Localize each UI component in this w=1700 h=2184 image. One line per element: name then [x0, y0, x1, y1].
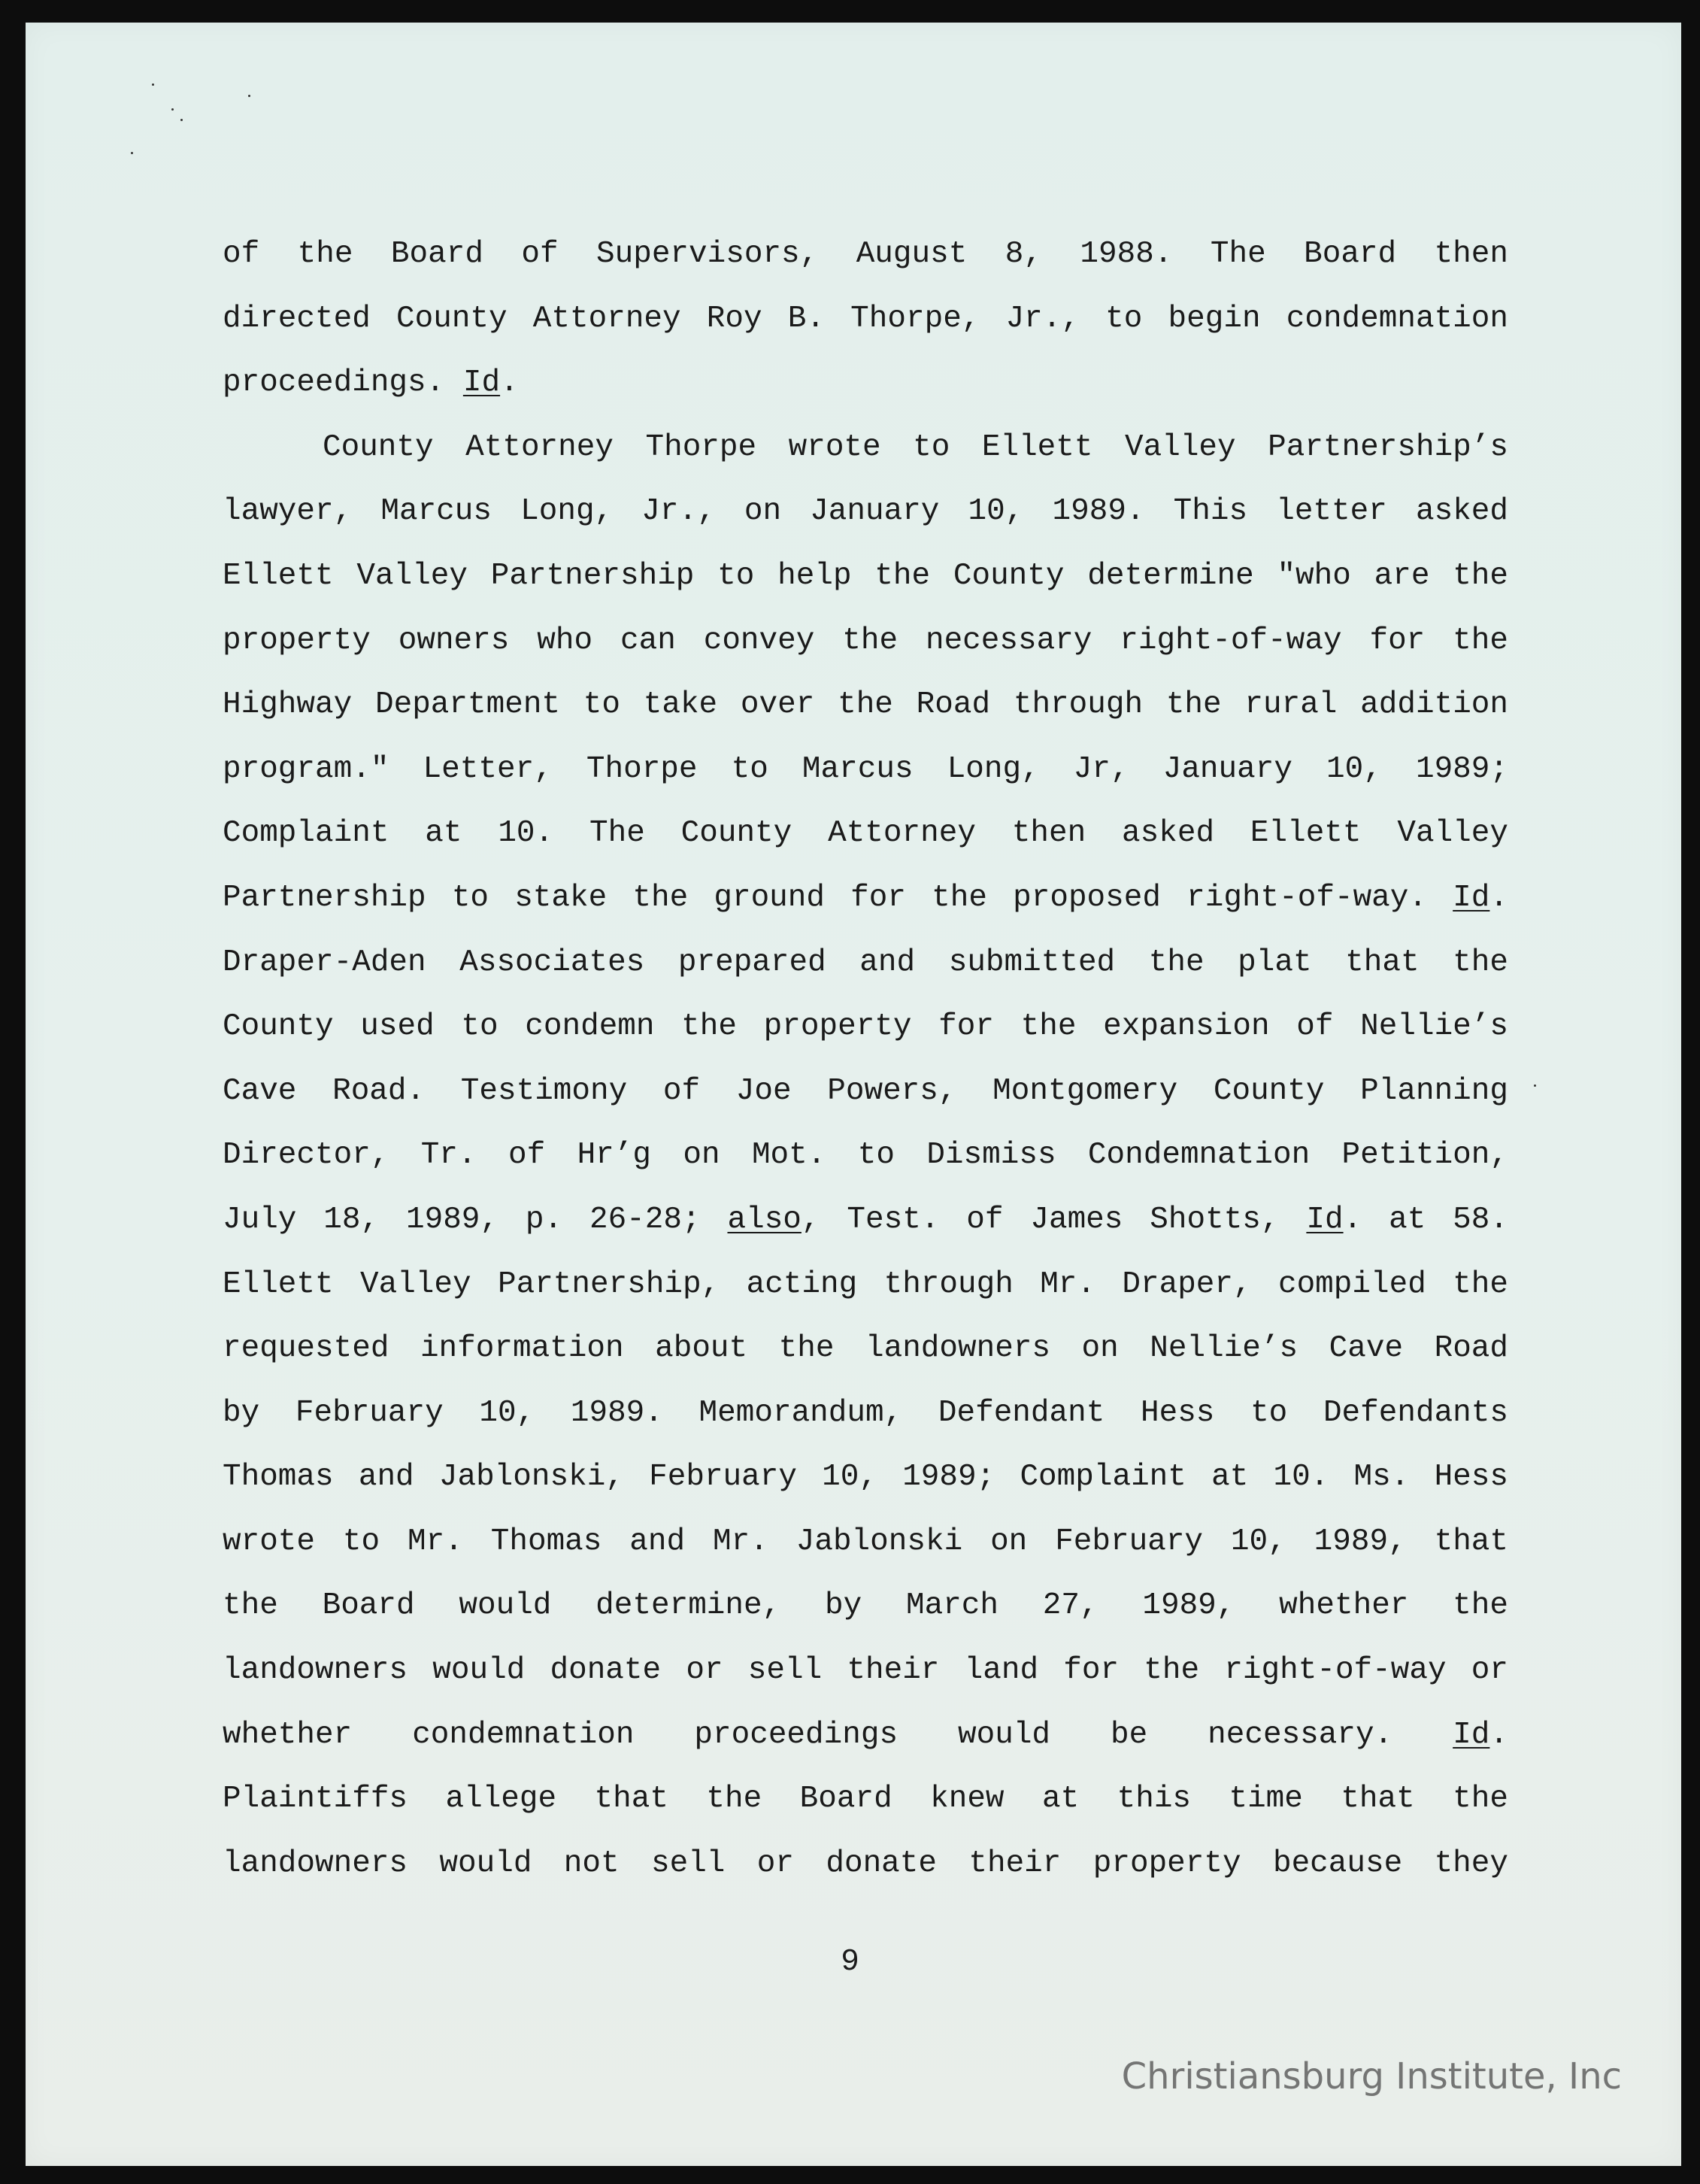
text-segment: County used to condemn the property for the expansion of Nellie’s	[223, 1009, 1508, 1045]
text-segment: Partnership to stake the ground for the proposed right-of-way.	[223, 880, 1453, 915]
text-segment: directed County Attorney Roy B. Thorpe, Jr., to begin condemnation	[223, 301, 1508, 336]
text-segment: Ellett Valley Partnership to help the County determine "who are the	[223, 558, 1508, 593]
text-line	[223, 1069, 1508, 1133]
text-segment: Cave Road. Testimony of Joe Powers, Montgomery County Planning	[223, 1073, 1508, 1109]
citation-underlined: Id	[1453, 880, 1490, 915]
text-segment: Plaintiffs allege that the Board knew at this time that the	[223, 1782, 1508, 1817]
text-segment: .	[500, 366, 519, 401]
scan-speck	[171, 108, 174, 111]
text-segment: landowners would donate or sell their land for the right-of-way or	[223, 1653, 1508, 1688]
citation-underlined: Id	[1453, 1717, 1490, 1752]
page-number: 9	[841, 1945, 859, 1979]
citation-underlined: Id	[1306, 1202, 1344, 1237]
scan-speck	[152, 83, 154, 86]
citation-underlined: Id	[462, 366, 501, 401]
citation-underlined: also	[727, 1202, 802, 1237]
scan-speck	[1534, 1084, 1536, 1087]
scan-speck	[180, 119, 183, 121]
text-segment: County Attorney Thorpe wrote to Ellett Valley Partnership’s	[323, 429, 1508, 465]
text-line	[223, 1776, 1508, 1841]
text-line	[223, 1326, 1508, 1391]
text-segment: whether condemnation proceedings would be necessary.	[223, 1717, 1453, 1752]
text-line	[223, 1133, 1508, 1197]
text-segment: the Board would determine, by March 27, 1989, whether the	[223, 1588, 1508, 1624]
text-line	[223, 425, 1508, 490]
scan-speck	[131, 152, 133, 154]
text-segment: requested information about the landowners on Nellie’s Cave Road	[223, 1331, 1508, 1367]
text-line	[223, 1004, 1508, 1069]
text-segment: Highway Department to take over the Road through the rural addition	[223, 687, 1508, 723]
text-line	[223, 1454, 1508, 1519]
body-text	[223, 232, 1508, 1905]
text-segment: July 18, 1989, p. 26-28;	[223, 1202, 728, 1237]
text-segment: .	[1489, 1717, 1508, 1752]
text-line	[223, 618, 1508, 683]
text-line	[223, 747, 1508, 811]
text-line	[223, 1583, 1508, 1648]
text-line	[223, 1519, 1508, 1584]
text-segment: lawyer, Marcus Long, Jr., on January 10, 1989. This letter asked	[223, 494, 1508, 529]
text-segment: Thomas and Jablonski, February 10, 1989; Complaint at 10. Ms. Hess	[223, 1460, 1508, 1495]
text-segment: of the Board of Supervisors, August 8, 1988. The Board then	[223, 237, 1508, 271]
text-line	[223, 1262, 1508, 1327]
text-segment: by February 10, 1989. Memorandum, Defendant Hess to Defendants	[223, 1395, 1508, 1430]
text-line	[223, 489, 1508, 554]
text-line	[223, 940, 1508, 1005]
text-line	[223, 1197, 1508, 1262]
text-segment: landowners would not sell or donate their property because they	[223, 1846, 1508, 1881]
text-line	[223, 554, 1508, 618]
text-segment: Draper-Aden Associates prepared and submitted the plat that the	[223, 945, 1508, 980]
text-line	[223, 811, 1508, 875]
text-line	[223, 875, 1508, 940]
text-segment: .	[1489, 880, 1508, 915]
text-segment: Complaint at 10. The County Attorney then asked Ellett Valley	[223, 816, 1508, 851]
text-segment: Director, Tr. of Hr’g on Mot. to Dismiss Condemnation Petition,	[223, 1138, 1508, 1173]
watermark: Christiansburg Institute, Inc	[1121, 2055, 1622, 2098]
text-line	[223, 296, 1508, 361]
text-line	[223, 232, 1508, 296]
text-line	[223, 1841, 1508, 1906]
text-segment: proceedings.	[223, 366, 463, 401]
text-segment: program." Letter, Thorpe to Marcus Long, Jr, January 10, 1989;	[223, 751, 1508, 787]
text-line	[223, 360, 1508, 425]
text-line	[223, 682, 1508, 747]
text-segment: property owners who can convey the necessary right-of-way for the	[223, 623, 1508, 658]
text-line	[223, 1648, 1508, 1712]
text-segment: . at 58.	[1343, 1202, 1508, 1237]
text-segment: Ellett Valley Partnership, acting through Mr. Draper, compiled the	[223, 1266, 1508, 1302]
text-line	[223, 1391, 1508, 1455]
text-segment: wrote to Mr. Thomas and Mr. Jablonski on February 10, 1989, that	[223, 1524, 1508, 1559]
scan-speck	[248, 95, 250, 97]
text-segment: , Test. of James Shotts,	[801, 1202, 1307, 1237]
text-line	[223, 1712, 1508, 1777]
